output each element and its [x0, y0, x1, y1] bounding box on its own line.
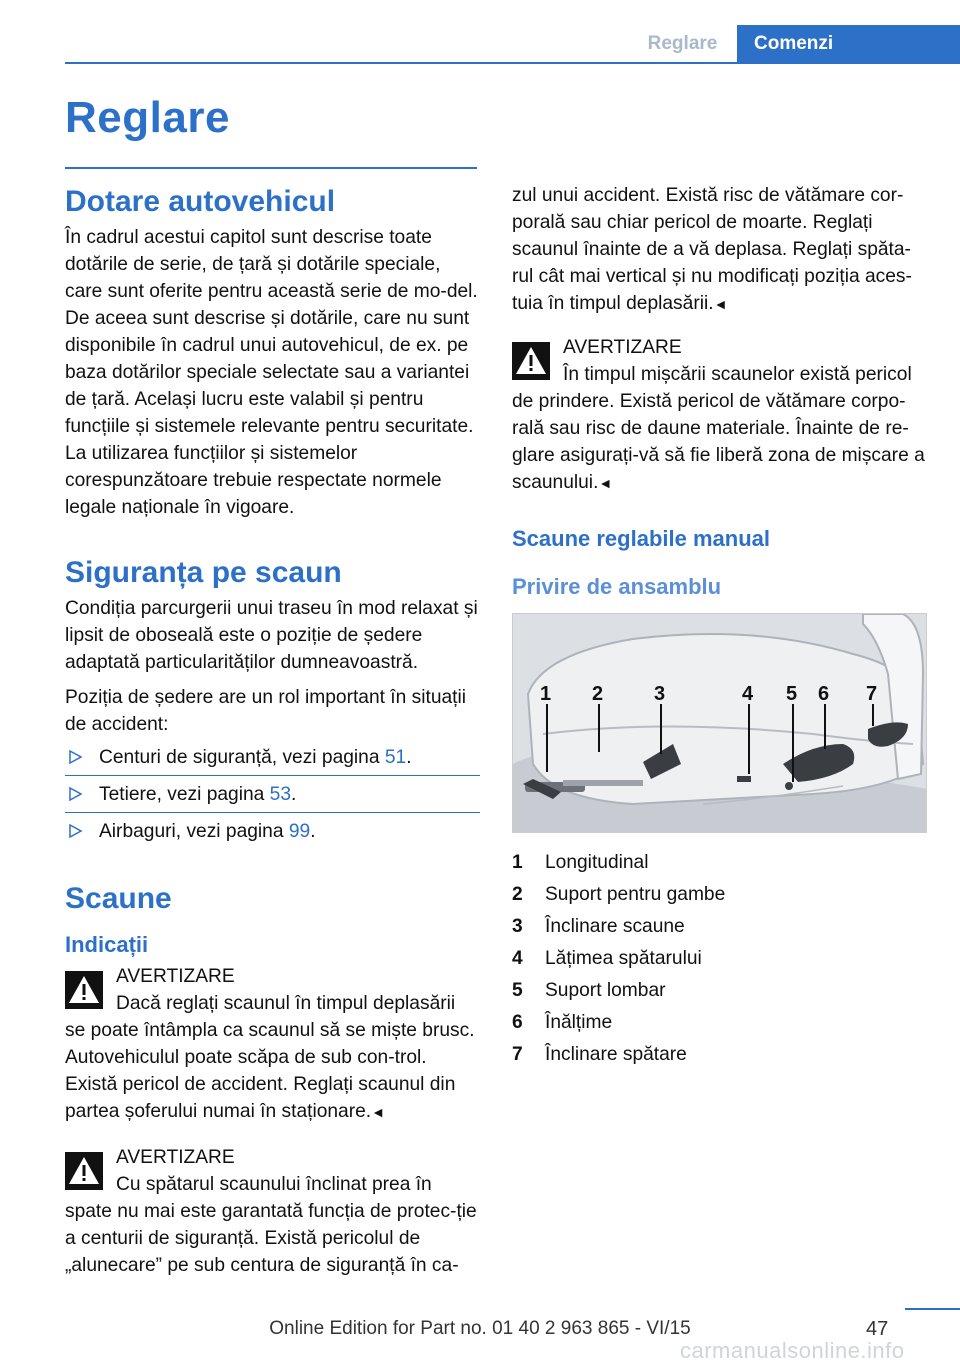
figure-label-1: 1 [540, 683, 552, 705]
header-tab-section: Reglare [647, 33, 718, 54]
legend-text: Înclinare spătare [545, 1044, 687, 1065]
paragraph-siguranta-1: Condiția parcurgerii unui traseu în mod relaxat și lipsit de oboseală este o poziție de ședere adaptată particularităților dumneavoastră. [65, 598, 478, 673]
legend-number: 5 [512, 980, 523, 1001]
warning-text-body: În timpul mișcării scaunelor există pericol de prindere. Există pericol de vătămare corpo-rală sau risc de daune materiale. Înainte de re-glare asigurați-vă să fie liberă zona de mișcare a scaunului. [512, 364, 925, 493]
figure-label-6: 6 [818, 683, 830, 705]
list-item-text: Tetiere, vezi pagina [99, 784, 270, 805]
warning-label: AVERTIZARE [116, 966, 235, 987]
heading-dotare: Dotare autovehicul [65, 185, 336, 218]
list-item [512, 975, 927, 1007]
list-item-text: Airbaguri, vezi pagina [99, 821, 289, 842]
warning-text-body: Dacă reglați scaunul în timpul deplasării se poate întâmpla ca scaunul să se miște brusc. Autovehiculul poate scăpa de sub con-trol. Există pericol de accident. Reglați scaunul din partea șoferului numai în staționare. [65, 993, 475, 1122]
warning-block-1 [65, 963, 480, 1126]
heading-scaune-reglabile: Scaune reglabile manual [512, 526, 770, 551]
list-item [65, 812, 480, 845]
triangle-left-icon: ◄ [713, 296, 728, 312]
footer-edition: Online Edition for Part no. 01 40 2 963 865 - VI/15 [269, 1318, 691, 1339]
triangle-left-icon: ◄ [371, 1104, 385, 1120]
legend-text: Suport lombar [545, 980, 666, 1001]
list-item-end: . [310, 821, 316, 842]
warning-text [65, 990, 480, 1126]
warning-text [512, 361, 927, 497]
triangle-left-icon: ◄ [598, 475, 613, 491]
left-column [65, 180, 480, 1279]
page-title: Reglare [65, 93, 230, 142]
list-item [512, 1007, 927, 1039]
legend-number: 4 [512, 948, 523, 969]
list-item [512, 911, 927, 943]
warning-text: Cu spătarul scaunului înclinat prea în spate nu mai este garantată funcția de protec-ție a centurii de siguranță. Există pericolul de „alunecare” pe sub centura de siguranță în ca- [65, 1174, 477, 1276]
figure-legend [512, 847, 927, 1071]
legend-number: 1 [512, 852, 523, 873]
figure-label-4: 4 [742, 683, 754, 705]
list-item [65, 744, 480, 771]
right-column [512, 182, 927, 1071]
page-link-53[interactable]: 53 [269, 784, 291, 805]
list-item [512, 879, 927, 911]
warning-text-body: zul unui accident. Există risc de vătămare cor-porală sau chiar pericol de moarte. Reglați scaunul înainte de a vă deplasa. Reglați spăta-rul cât mai vertical și nu modificați poziția aces-tuia în timpul deplasării. [512, 185, 912, 314]
triangle-right-icon [67, 786, 83, 802]
warning-block-3 [512, 334, 927, 497]
heading-privire-ansamblu: Privire de ansamblu [512, 574, 722, 599]
page-number: 47 [866, 1318, 889, 1340]
list-item-text: Centuri de siguranță, vezi pagina [99, 747, 385, 768]
warning-triangle-icon [65, 971, 103, 1009]
seat-illustration [513, 614, 927, 833]
list-item-end: . [406, 747, 412, 768]
legend-number: 2 [512, 884, 523, 905]
warning-label: AVERTIZARE [563, 337, 682, 358]
heading-indicatii: Indicații [65, 932, 149, 957]
warning-block-2 [65, 1144, 480, 1279]
list-item [65, 775, 480, 808]
warning-text-continued [512, 182, 927, 318]
legend-number: 6 [512, 1012, 523, 1033]
warning-triangle-icon [512, 342, 550, 380]
legend-number: 3 [512, 916, 523, 937]
header-rule [65, 62, 960, 64]
legend-text: Lățimea spătarului [545, 948, 702, 969]
heading-scaune: Scaune [65, 882, 172, 915]
list-item [512, 1039, 927, 1071]
legend-text: Înălțime [545, 1012, 613, 1033]
title-rule [65, 167, 477, 169]
figure-label-5: 5 [786, 683, 798, 705]
list-item [512, 847, 927, 879]
figure-label-3: 3 [654, 683, 666, 705]
legend-text: Înclinare scaune [545, 916, 685, 937]
legend-text: Longitudinal [545, 852, 649, 873]
seat-controls-figure [512, 613, 927, 833]
page-link-99[interactable]: 99 [288, 821, 311, 842]
footer-rule [905, 1308, 960, 1310]
header-tab-chapter: Comenzi [737, 25, 960, 62]
figure-label-7: 7 [866, 683, 878, 705]
figure-label-2: 2 [592, 683, 604, 705]
legend-number: 7 [512, 1044, 523, 1065]
paragraph-dotare: În cadrul acestui capitol sunt descrise toate dotările de serie, de țară și dotările speciale, care sunt oferite pentru această serie de mo-del. De aceea sunt descrise și dotările, care nu sunt disponibile în cadrul unui autovehicul, de ex. pe baza dotărilor speciale selectate sau a variantei de țară. Același lucru este valabil și pentru funcțiile și sistemele relevante pentru securitate. La utilizarea funcțiilor și sistemelor corespunzătoare trebuie respectate normele legale naționale în vigoare. [65, 227, 478, 518]
list-item [512, 943, 927, 975]
triangle-right-icon [67, 749, 83, 765]
heading-siguranta: Siguranța pe scaun [65, 556, 342, 589]
legend-text: Suport pentru gambe [545, 884, 726, 905]
list-item-end: . [291, 784, 297, 805]
watermark: carmanualsonline.info [680, 1338, 905, 1363]
triangle-right-icon [67, 823, 83, 839]
page-link-51[interactable]: 51 [384, 747, 407, 768]
paragraph-siguranta-2: Poziția de ședere are un rol important în situații de accident: [65, 687, 467, 735]
warning-triangle-icon [65, 1152, 103, 1190]
seat-safety-list [65, 744, 480, 845]
warning-label: AVERTIZARE [116, 1147, 235, 1168]
